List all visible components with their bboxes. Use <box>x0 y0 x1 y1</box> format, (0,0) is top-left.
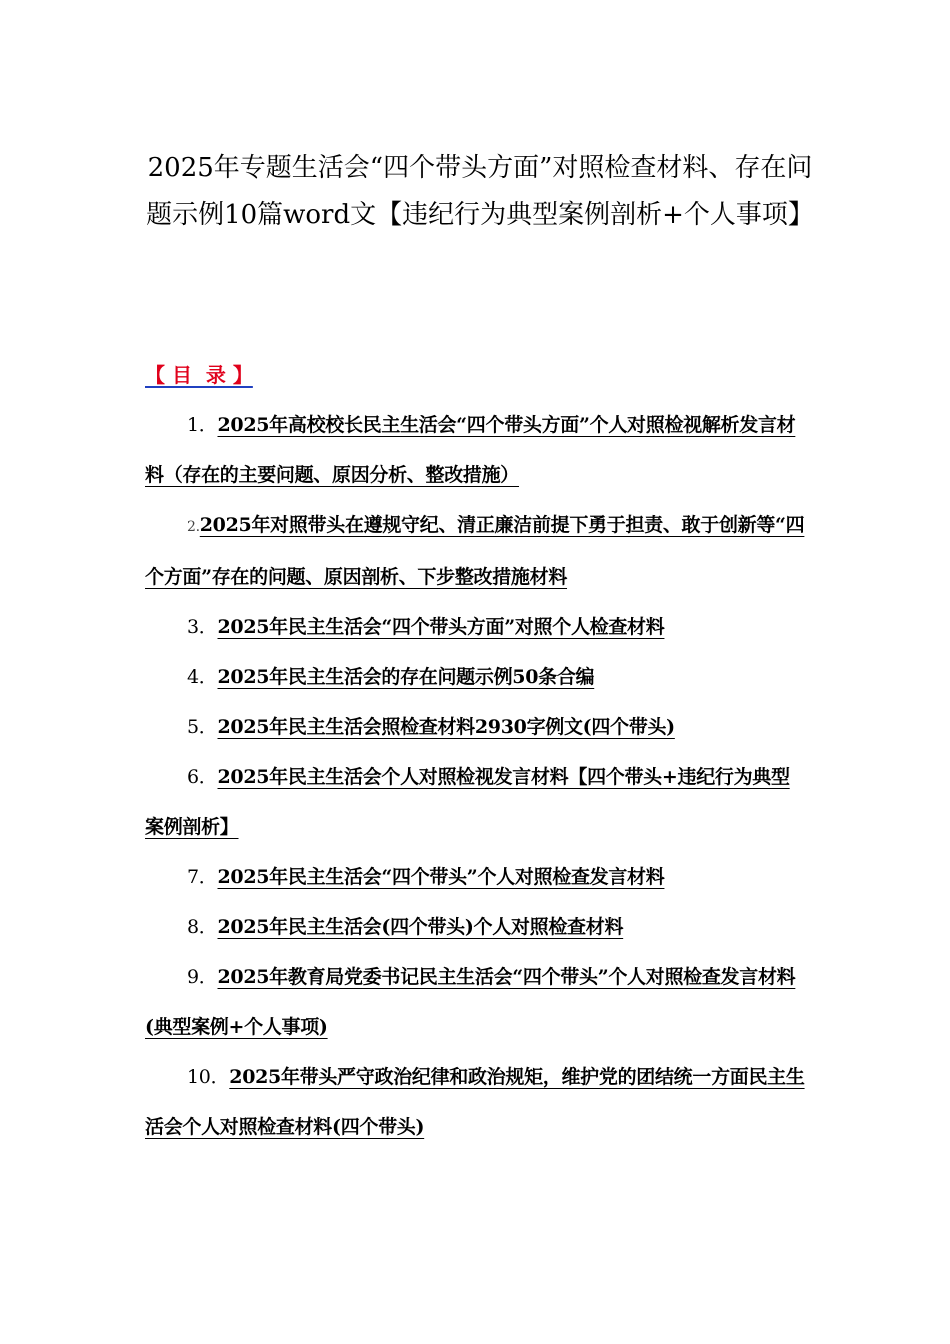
toc-list <box>145 400 805 1152</box>
toc-item-number: 10． <box>187 1066 230 1088</box>
toc-item-number: 6． <box>187 766 218 788</box>
toc-link-6[interactable]: 2025年民主生活会个人对照检视发言材料【四个带头+违纪行为典型案例剖析】 <box>145 766 790 838</box>
toc-item-number: 4． <box>187 666 218 688</box>
toc-link-8[interactable]: 2025年民主生活会(四个带头)个人对照检查材料 <box>217 916 624 938</box>
toc-item-7 <box>145 852 805 902</box>
toc-item-number: 1． <box>187 414 218 436</box>
toc-link-5[interactable]: 2025年民主生活会照检查材料2930字例文(四个带头) <box>217 716 675 738</box>
toc-link-3[interactable]: 2025年民主生活会“四个带头方面”对照个人检查材料 <box>217 616 665 638</box>
toc-link-9[interactable]: 2025年教育局党委书记民主生活会“四个带头”个人对照检查发言材料(典型案例+个人事项) <box>145 966 796 1038</box>
toc-link-10[interactable]: 2025年带头严守政治纪律和政治规矩，维护党的团结统一方面民主生活会个人对照检查材料(四个带头) <box>145 1066 805 1138</box>
toc-item-2 <box>145 500 805 602</box>
toc-item-6 <box>145 752 805 852</box>
toc-item-8 <box>145 902 805 952</box>
toc-item-3 <box>145 602 805 652</box>
toc-item-1 <box>145 400 805 500</box>
toc-item-10 <box>145 1052 805 1152</box>
toc-item-number: 7． <box>187 866 218 888</box>
document-title: 2025年专题生活会“四个带头方面”对照检查材料、存在问题示例10篇word文【违纪行为典型案例剖析+个人事项】 <box>146 153 814 231</box>
toc-item-4 <box>145 652 805 702</box>
toc-heading: 【 目 录 】 <box>145 363 253 387</box>
toc-item-number: 8． <box>187 916 218 938</box>
toc-link-2[interactable]: 2025年对照带头在遵规守纪、清正廉洁前提下勇于担责、敢于创新等“四个方面”存在的问题、原因剖析、下步整改措施材料 <box>145 514 805 588</box>
toc-item-number: 5． <box>187 716 218 738</box>
toc-item-9 <box>145 952 805 1052</box>
toc-item-5 <box>145 702 805 752</box>
toc-item-number: 2. <box>187 519 200 535</box>
toc-link-7[interactable]: 2025年民主生活会“四个带头”个人对照检查发言材料 <box>217 866 665 888</box>
toc-item-number: 3． <box>187 616 218 638</box>
toc-link-4[interactable]: 2025年民主生活会的存在问题示例50条合编 <box>217 666 595 688</box>
toc-item-number: 9． <box>187 966 218 988</box>
toc-link-1[interactable]: 2025年高校校长民主生活会“四个带头方面”个人对照检视解析发言材料（存在的主要问题、原因分析、整改措施） <box>145 414 796 486</box>
